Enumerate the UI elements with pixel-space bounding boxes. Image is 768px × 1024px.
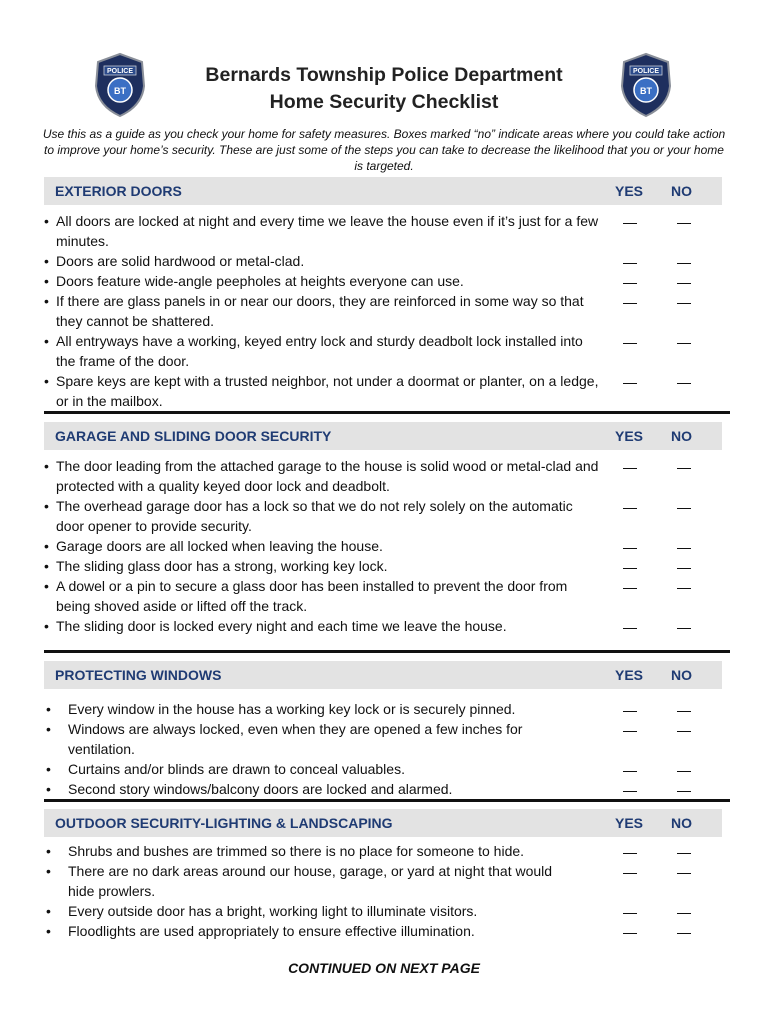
- no-checkbox[interactable]: [677, 731, 691, 732]
- checklist-item: • A dowel or a pin to secure a glass door has been installed to prevent the door from being shoved aside or lifted off the track.: [44, 576, 722, 616]
- yes-checkbox[interactable]: [623, 548, 637, 549]
- yes-checkbox[interactable]: [623, 508, 637, 509]
- checklist: [44, 211, 722, 411]
- intro-text: Use this as a guide as you check your home for safety measures. Boxes marked “no” indicate areas where you could take action to improve your home’s security. These are just some of the steps you can take to decrease the likelihood that you or your home is targeted.: [42, 127, 726, 174]
- yes-checkbox[interactable]: [623, 568, 637, 569]
- no-checkbox[interactable]: [677, 628, 691, 629]
- yes-checkbox[interactable]: [623, 263, 637, 264]
- checklist-item: • If there are glass panels in or near our doors, they are reinforced in some way so that they cannot be shattered.: [44, 291, 722, 331]
- section-header: [44, 661, 722, 689]
- checklist-item: • Spare keys are kept with a trusted neighbor, not under a doormat or planter, on a ledge, or in the mailbox.: [44, 371, 722, 411]
- yes-column-label: YES: [615, 183, 644, 199]
- section-outdoor-security: [44, 809, 722, 941]
- checklist-item: • There are no dark areas around our house, garage, or yard at night that would hide prowlers.: [44, 861, 722, 901]
- section-title: GARAGE AND SLIDING DOOR SECURITY: [55, 428, 332, 444]
- no-checkbox[interactable]: [677, 933, 691, 934]
- section-header: [44, 422, 722, 450]
- no-checkbox[interactable]: [677, 263, 691, 264]
- no-checkbox[interactable]: [677, 283, 691, 284]
- no-checkbox[interactable]: [677, 711, 691, 712]
- checklist-item: • The sliding glass door has a strong, working key lock.: [44, 556, 722, 576]
- yes-checkbox[interactable]: [623, 223, 637, 224]
- no-checkbox[interactable]: [677, 771, 691, 772]
- section-garage-sliding-door: [44, 422, 722, 636]
- no-checkbox[interactable]: [677, 343, 691, 344]
- continued-note: CONTINUED ON NEXT PAGE: [288, 960, 480, 976]
- title-line-1: Bernards Township Police Department: [205, 64, 563, 86]
- section-exterior-doors: [44, 177, 722, 411]
- yes-checkbox[interactable]: [623, 771, 637, 772]
- no-column-label: NO: [671, 667, 692, 683]
- checklist-item: • All doors are locked at night and every time we leave the house even if it’s just for a few minutes.: [44, 211, 722, 251]
- checklist-item: • Garage doors are all locked when leaving the house.: [44, 536, 722, 556]
- checklist: [44, 841, 722, 941]
- no-column-label: NO: [671, 815, 692, 831]
- no-checkbox[interactable]: [677, 913, 691, 914]
- yes-checkbox[interactable]: [623, 913, 637, 914]
- yes-checkbox[interactable]: [623, 873, 637, 874]
- no-checkbox[interactable]: [677, 223, 691, 224]
- no-checkbox[interactable]: [677, 468, 691, 469]
- yes-checkbox[interactable]: [623, 731, 637, 732]
- yes-checkbox[interactable]: [623, 283, 637, 284]
- checklist-item: • The sliding door is locked every night and each time we leave the house.: [44, 616, 722, 636]
- no-checkbox[interactable]: [677, 548, 691, 549]
- checklist-item: • Windows are always locked, even when they are opened a few inches for ventilation.: [44, 719, 722, 759]
- svg-text:POLICE: POLICE: [632, 68, 660, 75]
- yes-checkbox[interactable]: [623, 933, 637, 934]
- no-checkbox[interactable]: [677, 303, 691, 304]
- yes-checkbox[interactable]: [623, 791, 637, 792]
- section-divider: [44, 799, 730, 802]
- checklist-item: • Doors feature wide-angle peepholes at heights everyone can use.: [44, 271, 722, 291]
- yes-checkbox[interactable]: [623, 303, 637, 304]
- checklist-item: • All entryways have a working, keyed entry lock and sturdy deadbolt lock installed into the frame of the door.: [44, 331, 722, 371]
- svg-text:BT: BT: [114, 86, 126, 96]
- checklist-item: • Shrubs and bushes are trimmed so there is no place for someone to hide.: [44, 841, 722, 861]
- yes-checkbox[interactable]: [623, 383, 637, 384]
- yes-checkbox[interactable]: [623, 343, 637, 344]
- yes-checkbox[interactable]: [623, 628, 637, 629]
- no-checkbox[interactable]: [677, 568, 691, 569]
- no-checkbox[interactable]: [677, 383, 691, 384]
- checklist-item: • The door leading from the attached garage to the house is solid wood or metal-clad and protected with a quality keyed door lock and deadbolt.: [44, 456, 722, 496]
- no-column-label: NO: [671, 183, 692, 199]
- no-checkbox[interactable]: [677, 588, 691, 589]
- police-badge-icon: [618, 52, 674, 118]
- police-badge-icon: [92, 52, 148, 118]
- no-checkbox[interactable]: [677, 853, 691, 854]
- checklist-item: • Doors are solid hardwood or metal-clad.: [44, 251, 722, 271]
- checklist-item: • The overhead garage door has a lock so that we do not rely solely on the automatic door opener to provide security.: [44, 496, 722, 536]
- page-title: [150, 62, 618, 116]
- checklist-item: • Second story windows/balcony doors are locked and alarmed.: [44, 779, 722, 799]
- checklist-item: • Every outside door has a bright, working light to illuminate visitors.: [44, 901, 722, 921]
- section-title: EXTERIOR DOORS: [55, 183, 182, 199]
- title-line-2: Home Security Checklist: [269, 91, 499, 113]
- yes-column-label: YES: [615, 428, 644, 444]
- section-protecting-windows: [44, 661, 722, 799]
- yes-checkbox[interactable]: [623, 468, 637, 469]
- checklist: [44, 699, 722, 799]
- section-divider: [44, 650, 730, 653]
- checklist: [44, 456, 722, 636]
- no-checkbox[interactable]: [677, 873, 691, 874]
- section-divider: [44, 411, 730, 414]
- yes-checkbox[interactable]: [623, 588, 637, 589]
- no-checkbox[interactable]: [677, 791, 691, 792]
- yes-column-label: YES: [615, 667, 644, 683]
- yes-checkbox[interactable]: [623, 711, 637, 712]
- section-title: PROTECTING WINDOWS: [55, 667, 222, 683]
- no-checkbox[interactable]: [677, 508, 691, 509]
- section-header: [44, 809, 722, 837]
- svg-text:BT: BT: [640, 86, 652, 96]
- checklist-item: • Curtains and/or blinds are drawn to conceal valuables.: [44, 759, 722, 779]
- section-header: [44, 177, 722, 205]
- section-title: OUTDOOR SECURITY-LIGHTING & LANDSCAPING: [55, 815, 393, 831]
- page-header: [0, 52, 768, 124]
- yes-column-label: YES: [615, 815, 644, 831]
- checklist-item: • Every window in the house has a working key lock or is securely pinned.: [44, 699, 722, 719]
- svg-text:POLICE: POLICE: [106, 68, 134, 75]
- no-column-label: NO: [671, 428, 692, 444]
- checklist-item: • Floodlights are used appropriately to ensure effective illumination.: [44, 921, 722, 941]
- yes-checkbox[interactable]: [623, 853, 637, 854]
